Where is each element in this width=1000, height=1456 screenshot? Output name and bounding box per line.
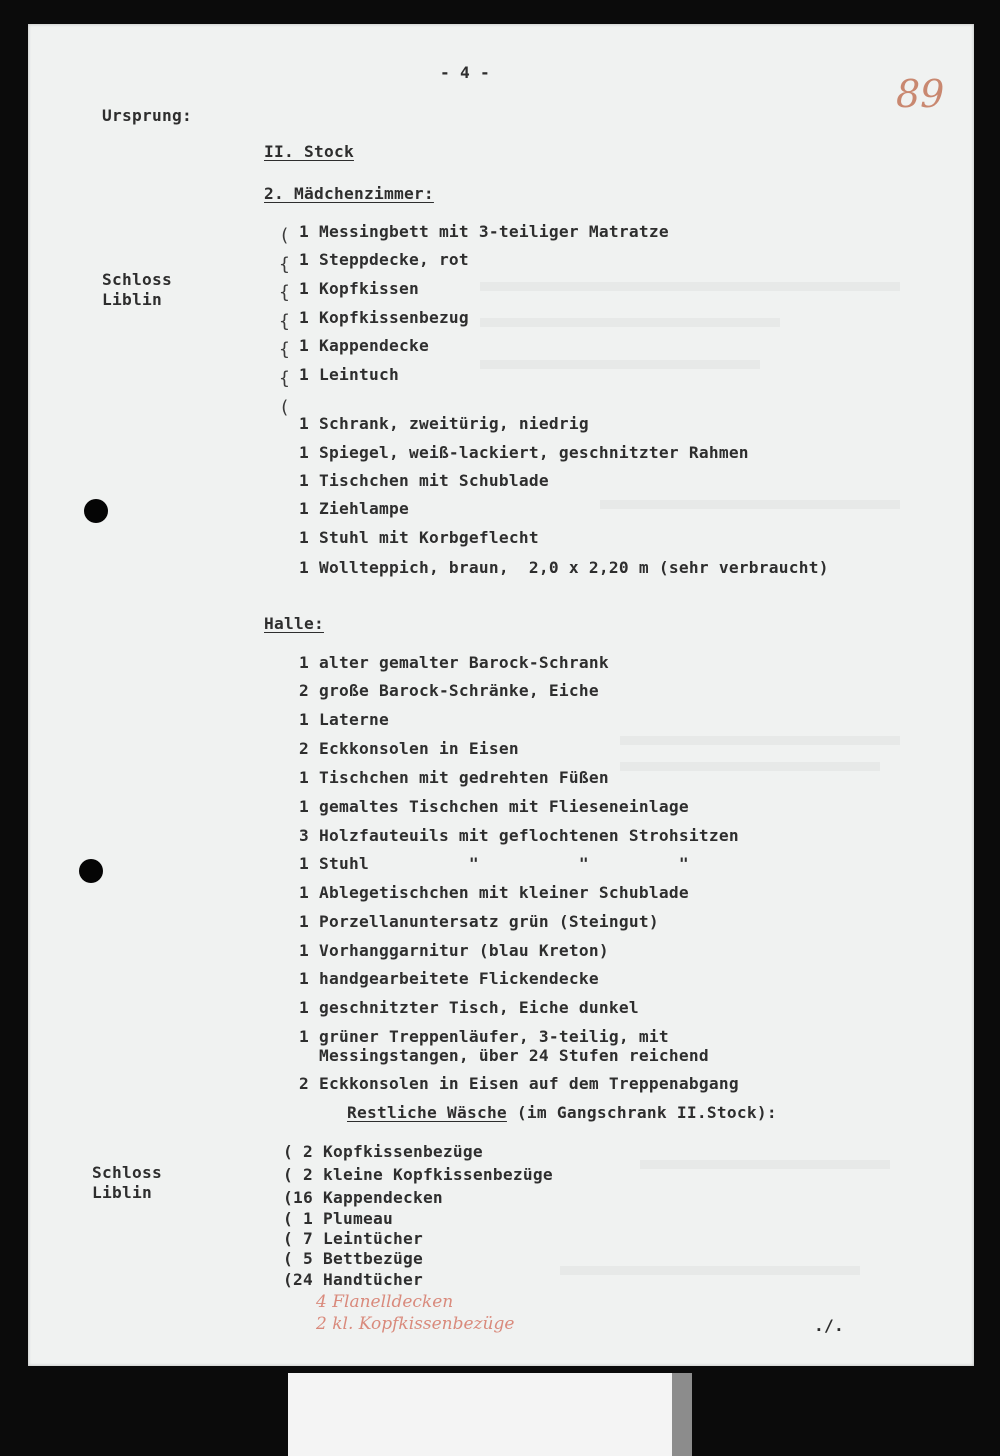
list-item: 1 Leintuch [299,365,399,384]
list-item: 1 Laterne [299,710,389,729]
list-item: ( 5 Bettbezüge [283,1249,423,1268]
source-label: Liblin [102,290,162,309]
room-heading: 2. Mädchenzimmer: [264,184,434,203]
list-item: 2 Eckkonsolen in Eisen [299,739,519,758]
list-item: 1 Tischchen mit Schublade [299,471,549,490]
linen-heading: Restliche Wäsche [347,1103,507,1122]
list-item: ( 2 Kopfkissenbezüge [283,1142,483,1161]
bracket: ( { { { { { ( [279,225,290,418]
list-item: 1 Wollteppich, braun, 2,0 x 2,20 m (sehr verbraucht) [299,558,829,577]
list-item: 1 grüner Treppenläufer, 3-teilig, mit [299,1027,669,1046]
handwritten-note: 2 kl. Kopfkissenbezüge [316,1314,515,1334]
list-item: 1 alter gemalter Barock-Schrank [299,653,609,672]
list-item: 1 Porzellanuntersatz grün (Steingut) [299,912,659,931]
list-item: 1 Kopfkissen [299,279,419,298]
list-item: 1 Steppdecke, rot [299,250,469,269]
page-number: - 4 - [440,63,490,82]
list-item: 1 Kappendecke [299,336,429,355]
list-item: 1 geschnitzter Tisch, Eiche dunkel [299,998,639,1017]
margin-label: Ursprung: [102,106,192,125]
list-item: 1 Messingbett mit 3-teiliger Matratze [299,222,669,241]
list-item: (16 Kappendecken [283,1188,443,1207]
list-item: 2 große Barock-Schränke, Eiche [299,681,599,700]
color-strip-white [288,1373,672,1456]
list-item: 1 handgearbeitete Flickendecke [299,969,599,988]
punch-hole-top [84,499,108,523]
list-item: 1 Spiegel, weiß-lackiert, geschnitzter Rahmen [299,443,749,462]
list-item: ( 1 Plumeau [283,1209,393,1228]
list-item: (24 Handtücher [283,1270,423,1289]
hall-heading: Halle: [264,614,324,633]
list-item: 1 Schrank, zweitürig, niedrig [299,414,589,433]
list-item: 1 Ziehlampe [299,499,409,518]
list-item: 1 Kopfkissenbezug [299,308,469,327]
source-label: Schloss [102,270,172,289]
list-item: 1 Stuhl mit Korbgeflecht [299,528,539,547]
list-item: 1 gemaltes Tischchen mit Flieseneinlage [299,797,689,816]
list-item: 1 Stuhl " " " [299,854,689,873]
list-item: 1 Vorhanggarnitur (blau Kreton) [299,941,609,960]
punch-hole-bottom [79,859,103,883]
source-label: Liblin [92,1183,152,1202]
list-item: ( 2 kleine Kopfkissenbezüge [283,1165,553,1184]
handwritten-note: 4 Flanelldecken [316,1292,454,1312]
archive-number: 89 [896,72,945,116]
list-item: 1 Tischchen mit gedrehten Füßen [299,768,609,787]
list-item: 2 Eckkonsolen in Eisen auf dem Treppenabgang [299,1074,739,1093]
continuation-mark: ./. [814,1316,844,1335]
list-item: 1 Ablegetischchen mit kleiner Schublade [299,883,689,902]
linen-heading-suffix: (im Gangschrank II.Stock): [506,1103,777,1122]
list-item: 3 Holzfauteuils mit geflochtenen Strohsitzen [299,826,739,845]
source-label: Schloss [92,1163,162,1182]
list-item: ( 7 Leintücher [283,1229,423,1248]
list-item: Messingstangen, über 24 Stufen reichend [299,1046,709,1065]
section-title: II. Stock [264,142,354,161]
linen-heading-line [347,1103,777,1123]
color-strip-grey [672,1373,692,1456]
